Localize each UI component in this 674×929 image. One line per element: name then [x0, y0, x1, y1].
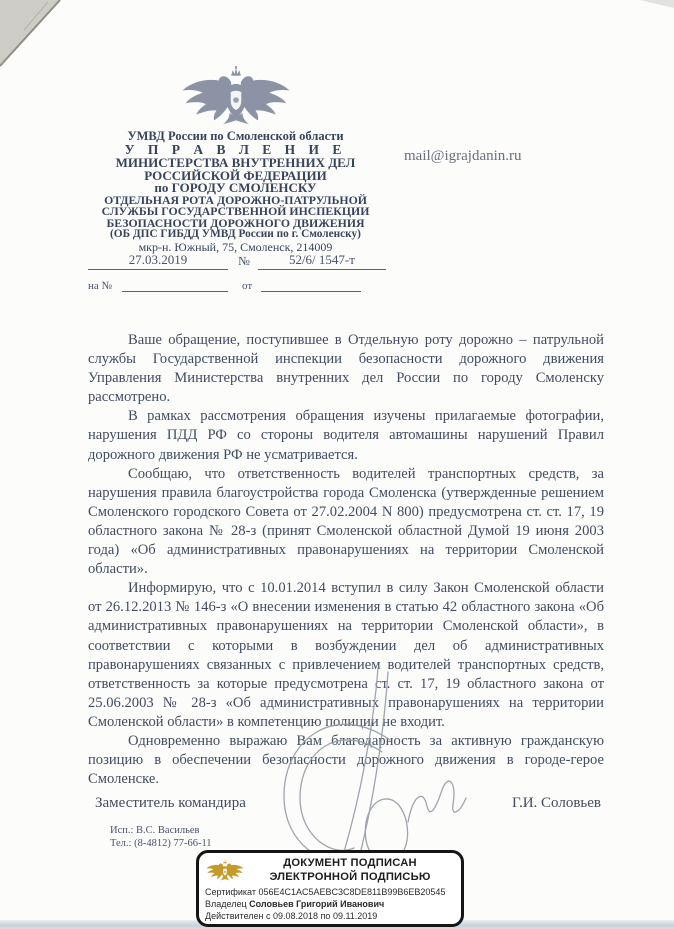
signer-position: Заместитель командира: [95, 795, 246, 811]
signature-row: [95, 795, 601, 812]
reply-date-blank: [261, 279, 361, 292]
validity-line: Действителен с 09.08.2018 по 09.11.2019: [205, 910, 378, 921]
stamp-eagle-icon: [205, 855, 245, 886]
letterhead-line: УМВД России по Смоленской области: [127, 129, 344, 143]
signer-name: Г.И. Соловьев: [511, 795, 601, 811]
certificate-label: Сертификат: [205, 887, 256, 897]
letterhead-line: У П Р А В Л Е Н И Е: [124, 142, 347, 157]
executor-info: [110, 824, 212, 850]
number-sign: №: [238, 254, 250, 268]
e-signature-stamp: [196, 850, 464, 927]
stamp-title-line1: ДОКУМЕНТ ПОДПИСАН: [283, 857, 417, 869]
letterhead-address: мкр-н. Южный, 75, Смоленск, 214009: [138, 239, 333, 254]
reference-block: [88, 252, 403, 292]
owner-line: [205, 899, 455, 911]
reply-to-label: на №: [88, 280, 113, 292]
letterhead-line: СЛУЖБЫ ГОСУДАРСТВЕННОЙ ИНСПЕКЦИИ: [101, 204, 370, 218]
recipient-email: mail@igrajdanin.ru: [404, 148, 522, 164]
mvd-eagle-emblem-icon: [177, 66, 295, 126]
scan-artifact-top-right: [634, 0, 674, 12]
paragraph: Одновременно выражаю Вам благодарность за активную гражданскую позицию в обеспечении безопасности дорожного движения в городе-герое Смоленске.: [88, 732, 604, 788]
stamp-title-line2: ЭЛЕКТРОННОЙ ПОДПИСЬЮ: [269, 870, 431, 883]
paragraph: Сообщаю, что ответственность водителей транспортных средств, за нарушения правила благоустройства города Смоленска (утвержденные решением Смоленского городского Совета от 27.02.2004 N 800) предусмотрена ст. ст. 17, 19 областного закона № 28-з (принят Смоленской областной Думой 19 июня 2003 года) «Об административных правонарушениях на территории Смоленской области».: [88, 465, 604, 578]
paragraph: В рамках рассмотрения обращения изучены прилагаемые фотографии, нарушения ПДД РФ со стороны водителя автомашины нарушений Правил дорожного движения РФ не усматривается.: [88, 408, 604, 463]
outgoing-date: 27.03.2019: [88, 252, 228, 270]
reply-from-label: от: [242, 280, 253, 292]
letter-body: [88, 331, 604, 789]
letterhead-line: БЕЗОПАСНОСТИ ДОРОЖНОГО ДВИЖЕНИЯ: [106, 215, 365, 230]
letterhead-line: ОТДЕЛЬНАЯ РОТА ДОРОЖНО-ПАТРУЛЬНОЙ: [104, 192, 367, 207]
certificate-line: [205, 887, 455, 899]
executor-name: Исп.: В.С. Васильев: [110, 825, 200, 836]
outgoing-number: 52/6/ 1547-т: [258, 252, 386, 270]
letterhead-line: МИНИСТЕРСТВА ВНУТРЕННИХ ДЕЛ: [115, 155, 356, 170]
owner-name: Соловьев Григорий Иванович: [249, 898, 385, 909]
paragraph: Ваше обращение, поступившее в Отдельную роту дорожно – патрульной службы Государственной инспекции безопасности дорожного движения Управления Министерства внутренних дел России по городу Смоленску рассмотрено.: [88, 332, 604, 406]
letterhead: [78, 66, 393, 253]
letterhead-line: РОССИЙСКОЙ ФЕДЕРАЦИИ: [144, 167, 327, 183]
stamp-title: [245, 857, 455, 884]
reply-number-blank: [122, 279, 228, 292]
page-corner-fold: [0, 0, 80, 80]
paragraph: Информирую, что с 10.01.2014 вступил в силу Закон Смоленской области от 26.12.2013 № 146-з «О внесении изменения в статью 42 областного закона «Об административных правонарушениях на территории Смоленской области», в соответствии с которыми в возбуждении дел об административных правонарушениях связанных с привлечением водителей транспортных средств, ответственность за которые предусмотрена ст. ст. 17, 19 областного закона от 25.06.2003 № 28-з «Об административных правонарушениях на территории Смоленской области» в компетенцию полиции не входит.: [88, 580, 604, 730]
owner-label: Владелец: [205, 898, 247, 909]
letterhead-line: (ОБ ДПС ГИБДД УМВД России по г. Смоленску): [110, 228, 361, 240]
executor-phone: Тел.: (8-4812) 77-66-11: [110, 838, 212, 849]
letterhead-line: по ГОРОДУ СМОЛЕНСКУ: [154, 180, 317, 195]
certificate-value: 056E4C1AC5AEBC3C8DE811B99B6EB20545: [258, 887, 446, 897]
